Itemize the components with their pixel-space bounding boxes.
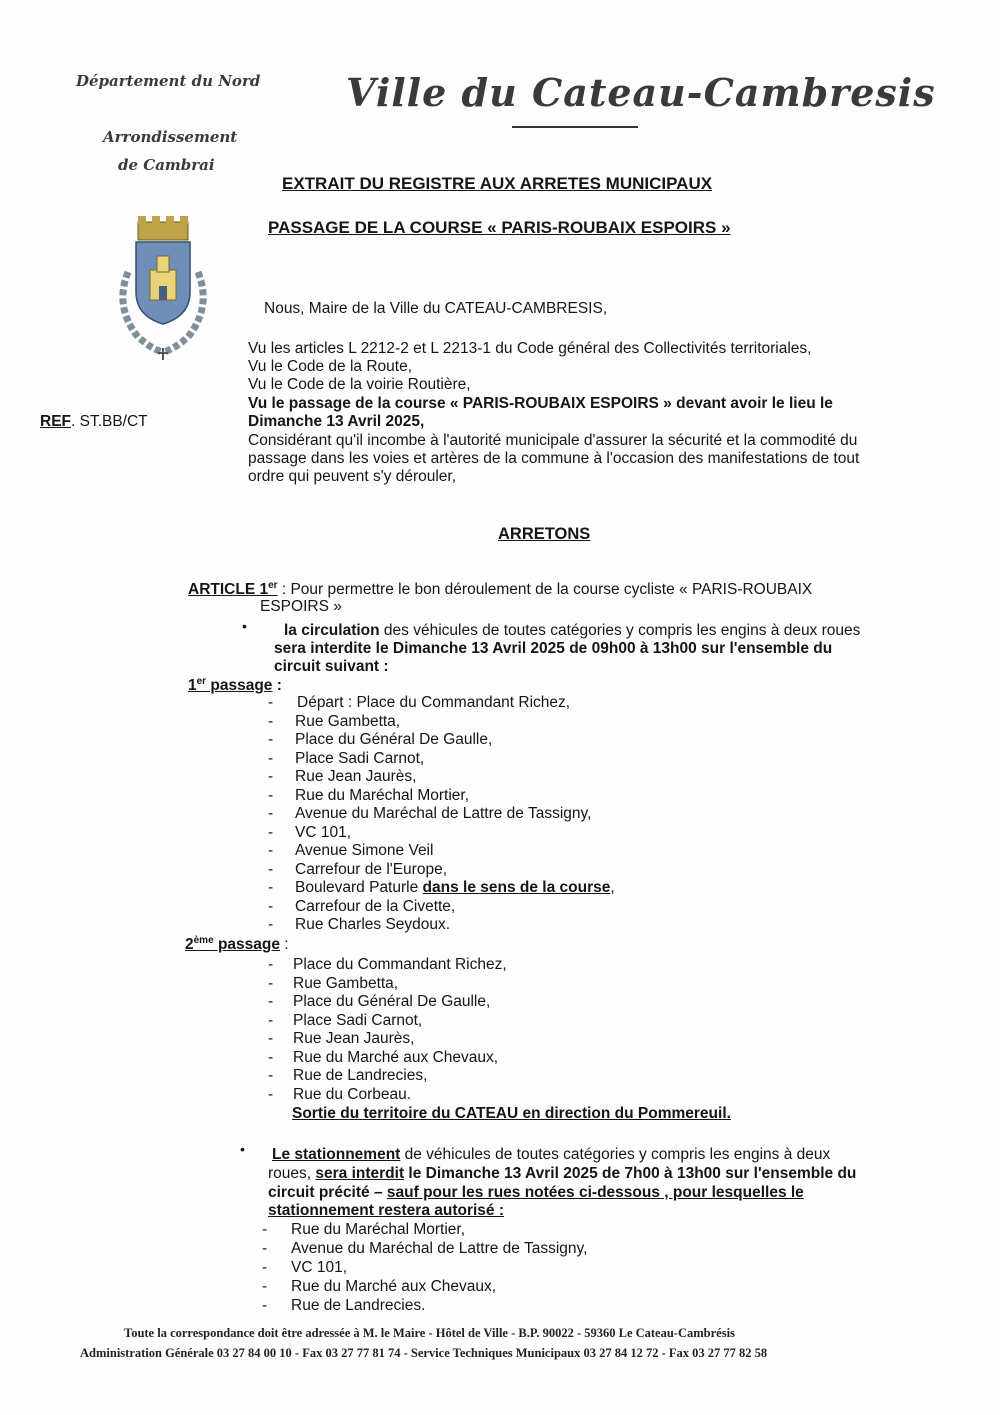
preamble-considerant-line1: Considérant qu'il incombe à l'autorité municipale d'assurer la sécurité et la commodité du [248,432,858,449]
passage1-label: 1er passage : [188,676,282,695]
footer-phones: Administration Générale 03 27 84 00 10 - Fax 03 27 77 81 74 - Service Techniques Municipaux 03 27 84 12 72 - Fax 03 27 77 82 58 [80,1346,768,1360]
article1-bullet-line2: sera interdite le Dimanche 13 Avril 2025 de 09h00 à 13h00 sur l'ensemble du [274,640,833,657]
passage2-label: 2ème passage : [185,935,289,954]
preamble-vu-passage-line1: Vu le passage de la course « PARIS-ROUBAIX ESPOIRS » devant avoir le lieu le [248,395,833,412]
preamble-considerant-line2: passage dans les voies et artères de la commune à l'occasion des manifestations de tout [248,450,860,467]
preamble-considerant-line3: ordre qui peuvent s'y dérouler, [248,468,457,485]
document-title: EXTRAIT DU REGISTRE AUX ARRETES MUNICIPAUX [282,174,713,193]
document-page: Département du Nord Ville du Cateau-Cambresis Arrondissement de Cambrai EXTRAIT DU REGISTRE AUX ARRETES MUNICIPAUX PASSAGE DE LA COURSE « PARIS-ROUBAIX ESPOIRS » REF. ST.BB/CT Nous, Maire de la Ville du CATEAU-CAMBRESIS, Vu les articles L 2212-2 et L 2213-1 du Code général des Collectivités territoriales, Vu le Code de la Route, Vu le Code de la voirie Routière, Vu le passage de la course « PARIS-ROUBAIX ESPOIRS » devant avoir le lieu le Dimanche 13 Avril 2025, Considérant qu'il incombe à l'autorité municipale d'assurer la sécurité et la commodité du passage dans les voies et artères de la commune à l'occasion des manifestations de tout ordre qui peuvent s'y dérouler, ARRETONS ARTICLE 1er : Pour permettre le bon déroulement de la course cycliste « PARIS-ROUBAIX ESPOIRS » • la circulation des véhicules de toutes catégories y compris les engins à deux roues sera interdite le Dimanche 13 Avril 2025 de 09h00 à 13h00 sur l'ensemble du circuit suivant : 1er passage : - Départ : Place du Commandant Richez, - Rue Gambetta, - Place du Général De Gaulle, - Place Sadi Carnot, - Rue Jean Jaurès, - Rue du Maréchal Mortier, - Avenue du Maréchal de Lattre de Tassigny, - VC 101, - Avenue Simone Veil - Carrefour de l'Europe, - Boulevard Paturle dans le sens de la course, - Carrefour de la Civette, - Rue Charles Seydoux. 2ème passage : - Place du Commandant Richez, - Rue Gambetta, - Place du Général De Gaulle, - Place Sadi Carnot, - Rue Jean Jaurès, - Rue du Marché aux Chevaux, - Rue de Landrecies, - Rue du Corbeau. Sortie du territoire du CATEAU en direction du Pommereuil. • Le stationnement de véhicules de toutes catégories y compris les engins à deux roues, sera interdit le Dimanche 13 Avril 2025 de 7h00 à 13h00 sur l'ensemble du circuit précité – sauf pour les rues notées ci-dessous , pour lesquelles le stationnement restera autorisé : - Rue du Maréchal Mortier, - Avenue du Maréchal de Lattre de Tassigny, - VC 101, - Rue du Marché aux Chevaux, - Rue de Landrecies. Toute la correspondance doit être adressée à M. le Maire - Hôtel de Ville - B.P. 90022 - 59360 Le Cateau-Cambrésis Administration Générale 03 27 84 00 10 - Fax 03 27 77 81 74 - Service Techniques Municipaux 03 27 84 12 72 - Fax 03 27 77 82 58 [0,0,1000,1415]
reference [40,413,148,431]
preamble-vu-code-route: Vu le Code de la Route, [248,358,413,375]
article1-text: : Pour permettre le bon déroulement de la course cycliste « PARIS-ROUBAIX [277,581,813,599]
preamble-vu-passage-line2: Dimanche 13 Avril 2025, [248,413,425,430]
bullet-dot: • [240,1141,245,1157]
arretons-heading: ARRETONS [498,525,591,543]
reference-label: REF [40,413,71,430]
arrondissement-city: de Cambrai [118,156,215,174]
article1-bullet-line3: circuit suivant : [274,658,389,675]
arrondissement-label: Arrondissement [103,128,238,146]
coat-of-arms-emblem [108,212,218,362]
article1-line2: ESPOIRS » [260,598,342,615]
department-label: Département du Nord [76,72,261,90]
preamble-intro: Nous, Maire de la Ville du CATEAU-CAMBRESIS, [264,300,608,317]
preamble-vu-code-voirie: Vu le Code de la voirie Routière, [248,376,471,393]
reference-value: . ST.BB/CT [71,413,148,430]
stationnement-line3: circuit précité – sauf pour les rues notées ci-dessous , pour lesquelles le [268,1184,804,1201]
stationnement-line2: roues, sera interdit le Dimanche 13 Avril 2025 de 7h00 à 13h00 sur l'ensemble du [268,1165,857,1182]
preamble-vu-articles: Vu les articles L 2212-2 et L 2213-1 du Code général des Collectivités territoriales, [248,340,812,357]
article1-label: ARTICLE 1er [188,580,278,599]
footer-address: Toute la correspondance doit être adressée à M. le Maire - Hôtel de Ville - B.P. 90022 - 59360 Le Cateau-Cambrésis [124,1326,735,1340]
article1-line1 [188,580,812,599]
city-title-underline [512,126,638,128]
article1-bullet-line1: la circulation des véhicules de toutes catégories y compris les engins à deux roues [284,622,861,639]
bullet-dot: • [242,618,247,634]
passage2-exit: Sortie du territoire du CATEAU en direction du Pommereuil. [292,1105,731,1122]
stationnement-line4: stationnement restera autorisé : [268,1202,505,1219]
city-title: Ville du Cateau-Cambresis [346,70,936,115]
stationnement-line1: Le stationnement de véhicules de toutes catégories y compris les engins à deux [272,1146,831,1163]
document-subtitle: PASSAGE DE LA COURSE « PARIS-ROUBAIX ESPOIRS » [268,218,731,237]
